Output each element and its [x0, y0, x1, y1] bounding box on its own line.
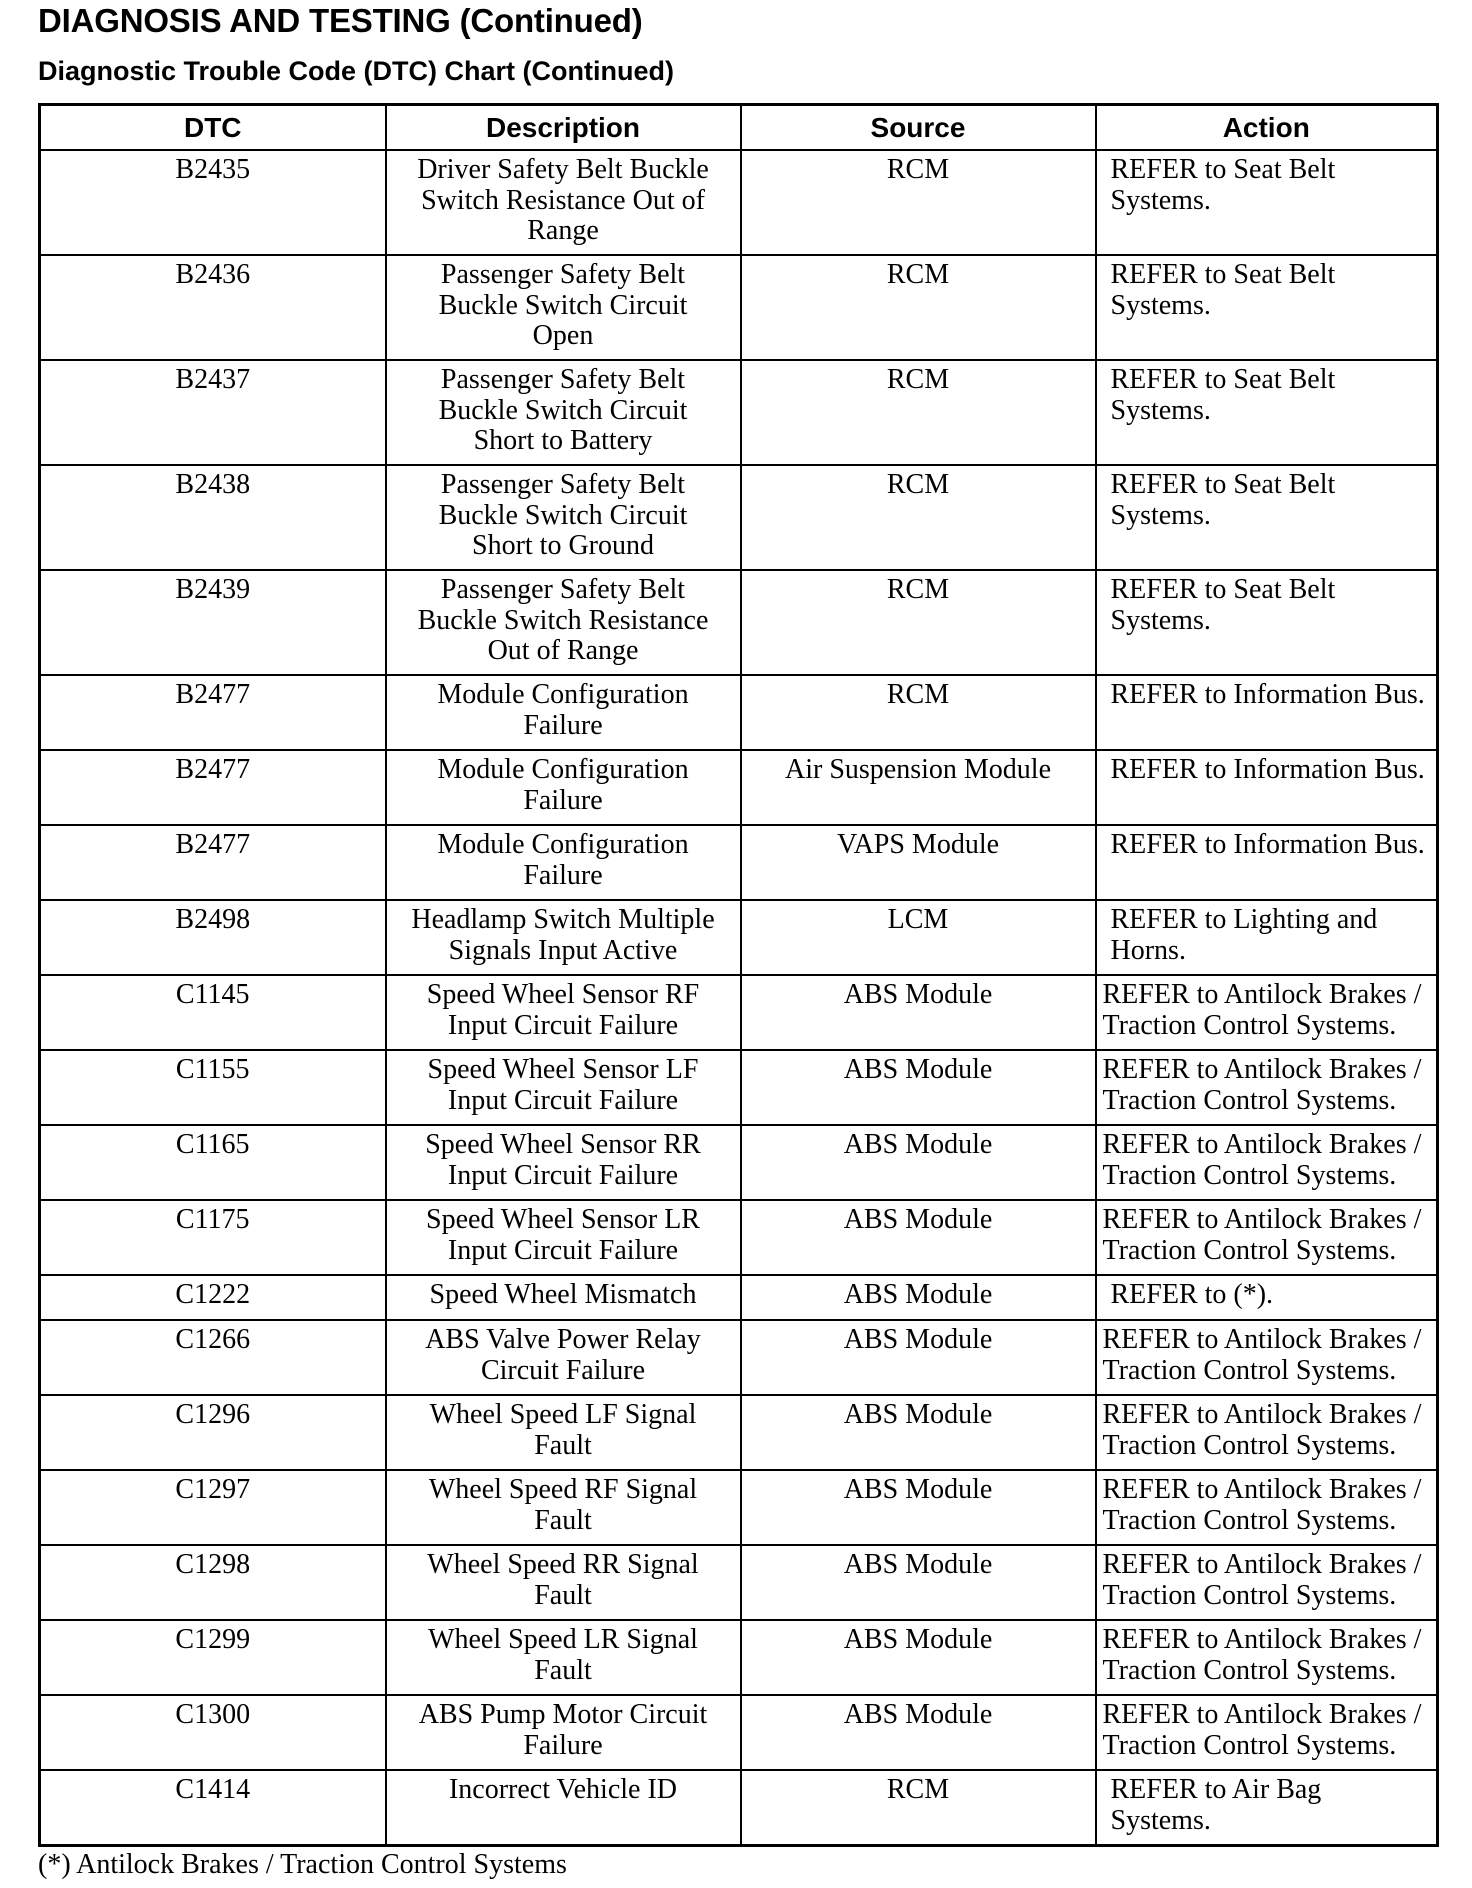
dtc-description: Headlamp Switch Multiple Signals Input Active — [386, 900, 741, 975]
dtc-description: Driver Safety Belt Buckle Switch Resistance Out of Range — [386, 150, 741, 255]
dtc-source: RCM — [741, 465, 1096, 570]
page-heading: DIAGNOSIS AND TESTING (Continued) — [38, 2, 643, 39]
dtc-description: Passenger Safety Belt Buckle Switch Circuit Short to Battery — [386, 360, 741, 465]
dtc-source: VAPS Module — [741, 825, 1096, 900]
table-row — [40, 1395, 1438, 1470]
chart-title: Diagnostic Trouble Code (DTC) Chart (Continued) — [38, 56, 674, 86]
dtc-code: C1175 — [40, 1200, 386, 1275]
table-row — [40, 1770, 1438, 1845]
dtc-code: C1145 — [40, 975, 386, 1050]
table-row — [40, 570, 1438, 675]
dtc-action: REFER to Seat Belt Systems. — [1096, 150, 1438, 255]
dtc-code: B2477 — [40, 825, 386, 900]
dtc-description: Speed Wheel Sensor LF Input Circuit Failure — [386, 1050, 741, 1125]
table-row — [40, 1545, 1438, 1620]
dtc-code: B2437 — [40, 360, 386, 465]
dtc-description: Passenger Safety Belt Buckle Switch Circuit Short to Ground — [386, 465, 741, 570]
dtc-code: C1296 — [40, 1395, 386, 1470]
dtc-source: ABS Module — [741, 1200, 1096, 1275]
table-header-row — [40, 105, 1438, 151]
table-row — [40, 1050, 1438, 1125]
table-row — [40, 900, 1438, 975]
dtc-action: REFER to Information Bus. — [1096, 675, 1438, 750]
dtc-description: Module Configuration Failure — [386, 750, 741, 825]
dtc-code: C1300 — [40, 1695, 386, 1770]
table-row — [40, 1695, 1438, 1770]
dtc-action: REFER to Seat Belt Systems. — [1096, 465, 1438, 570]
dtc-description: Passenger Safety Belt Buckle Switch Circuit Open — [386, 255, 741, 360]
dtc-source: ABS Module — [741, 1695, 1096, 1770]
dtc-action: REFER to Information Bus. — [1096, 825, 1438, 900]
dtc-description: Speed Wheel Mismatch — [386, 1275, 741, 1320]
table-row — [40, 825, 1438, 900]
dtc-action: REFER to Seat Belt Systems. — [1096, 360, 1438, 465]
header-dtc: DTC — [40, 105, 386, 151]
table-row — [40, 1275, 1438, 1320]
dtc-code: B2498 — [40, 900, 386, 975]
dtc-action: REFER to Antilock Brakes / Traction Control Systems. — [1096, 1545, 1438, 1620]
dtc-source: ABS Module — [741, 975, 1096, 1050]
dtc-code: B2436 — [40, 255, 386, 360]
dtc-code: C1299 — [40, 1620, 386, 1695]
dtc-source: ABS Module — [741, 1050, 1096, 1125]
dtc-description: Wheel Speed LF Signal Fault — [386, 1395, 741, 1470]
dtc-source: RCM — [741, 150, 1096, 255]
dtc-description: Speed Wheel Sensor RF Input Circuit Failure — [386, 975, 741, 1050]
dtc-code: B2435 — [40, 150, 386, 255]
dtc-description: Incorrect Vehicle ID — [386, 1770, 741, 1845]
dtc-code: C1165 — [40, 1125, 386, 1200]
table-row — [40, 1470, 1438, 1545]
table-row — [40, 360, 1438, 465]
dtc-action: REFER to Antilock Brakes / Traction Control Systems. — [1096, 1320, 1438, 1395]
dtc-action: REFER to Lighting and Horns. — [1096, 900, 1438, 975]
dtc-description: Wheel Speed LR Signal Fault — [386, 1620, 741, 1695]
dtc-action: REFER to Air Bag Systems. — [1096, 1770, 1438, 1845]
table-row — [40, 1200, 1438, 1275]
dtc-source: ABS Module — [741, 1545, 1096, 1620]
dtc-description: Wheel Speed RR Signal Fault — [386, 1545, 741, 1620]
dtc-description: Module Configuration Failure — [386, 825, 741, 900]
dtc-source: ABS Module — [741, 1125, 1096, 1200]
dtc-source: RCM — [741, 675, 1096, 750]
dtc-action: REFER to Antilock Brakes / Traction Control Systems. — [1096, 1050, 1438, 1125]
footnote: (*) Antilock Brakes / Traction Control Systems — [38, 1849, 567, 1880]
dtc-code: B2439 — [40, 570, 386, 675]
header-action: Action — [1096, 105, 1438, 151]
dtc-action: REFER to Antilock Brakes / Traction Control Systems. — [1096, 1620, 1438, 1695]
dtc-action: REFER to Antilock Brakes / Traction Control Systems. — [1096, 975, 1438, 1050]
table-row — [40, 975, 1438, 1050]
dtc-source: ABS Module — [741, 1275, 1096, 1320]
dtc-code: B2477 — [40, 675, 386, 750]
dtc-description: Speed Wheel Sensor RR Input Circuit Failure — [386, 1125, 741, 1200]
table-row — [40, 750, 1438, 825]
dtc-action: REFER to Seat Belt Systems. — [1096, 255, 1438, 360]
table-row — [40, 1320, 1438, 1395]
dtc-action: REFER to Antilock Brakes / Traction Control Systems. — [1096, 1695, 1438, 1770]
dtc-table — [38, 103, 1439, 1847]
dtc-action: REFER to Seat Belt Systems. — [1096, 570, 1438, 675]
dtc-description: ABS Valve Power Relay Circuit Failure — [386, 1320, 741, 1395]
dtc-code: B2438 — [40, 465, 386, 570]
dtc-description: Passenger Safety Belt Buckle Switch Resistance Out of Range — [386, 570, 741, 675]
dtc-source: RCM — [741, 1770, 1096, 1845]
dtc-code: C1414 — [40, 1770, 386, 1845]
dtc-action: REFER to Antilock Brakes / Traction Control Systems. — [1096, 1125, 1438, 1200]
table-row — [40, 1620, 1438, 1695]
dtc-code: C1298 — [40, 1545, 386, 1620]
dtc-description: ABS Pump Motor Circuit Failure — [386, 1695, 741, 1770]
dtc-code: C1155 — [40, 1050, 386, 1125]
dtc-code: C1222 — [40, 1275, 386, 1320]
dtc-source: ABS Module — [741, 1620, 1096, 1695]
dtc-action: REFER to Antilock Brakes / Traction Control Systems. — [1096, 1395, 1438, 1470]
dtc-description: Speed Wheel Sensor LR Input Circuit Failure — [386, 1200, 741, 1275]
dtc-source: RCM — [741, 255, 1096, 360]
dtc-source: RCM — [741, 360, 1096, 465]
dtc-source: ABS Module — [741, 1320, 1096, 1395]
dtc-source: Air Suspension Module — [741, 750, 1096, 825]
dtc-action: REFER to Antilock Brakes / Traction Control Systems. — [1096, 1200, 1438, 1275]
dtc-action: REFER to Antilock Brakes / Traction Control Systems. — [1096, 1470, 1438, 1545]
dtc-source: RCM — [741, 570, 1096, 675]
table-row — [40, 255, 1438, 360]
dtc-action: REFER to (*). — [1096, 1275, 1438, 1320]
dtc-source: ABS Module — [741, 1470, 1096, 1545]
dtc-code: C1266 — [40, 1320, 386, 1395]
table-row — [40, 150, 1438, 255]
table-row — [40, 1125, 1438, 1200]
table-row — [40, 465, 1438, 570]
dtc-source: ABS Module — [741, 1395, 1096, 1470]
dtc-action: REFER to Information Bus. — [1096, 750, 1438, 825]
header-source: Source — [741, 105, 1096, 151]
dtc-code: B2477 — [40, 750, 386, 825]
dtc-description: Wheel Speed RF Signal Fault — [386, 1470, 741, 1545]
dtc-description: Module Configuration Failure — [386, 675, 741, 750]
dtc-code: C1297 — [40, 1470, 386, 1545]
dtc-source: LCM — [741, 900, 1096, 975]
table-row — [40, 675, 1438, 750]
header-description: Description — [386, 105, 741, 151]
